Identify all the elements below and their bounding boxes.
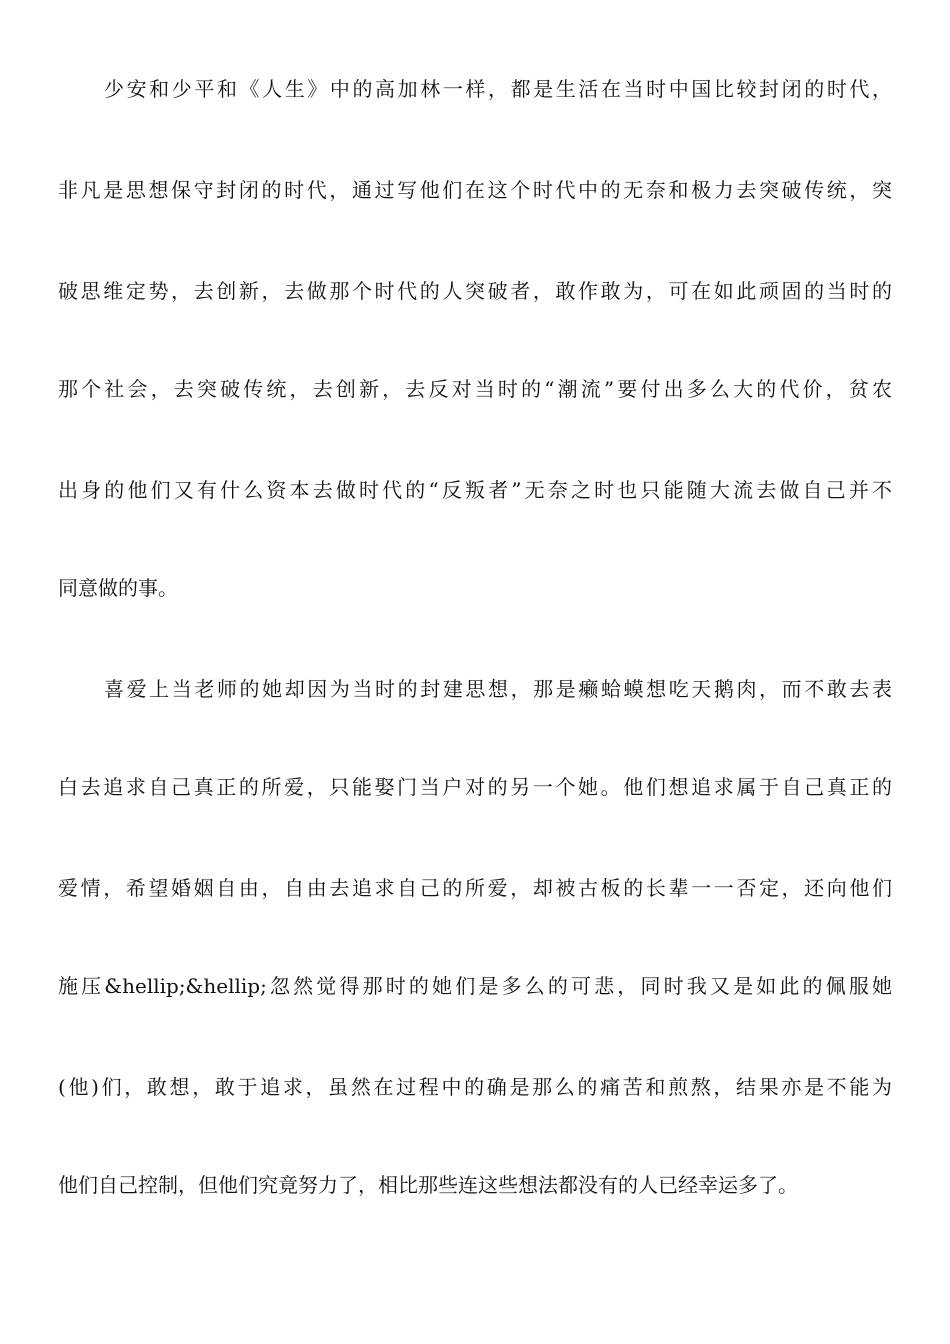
paragraph-1-line-3: 破思维定势，去创新，去做那个时代的人突破者，敢作敢为，可在如此顽固的当时的 xyxy=(58,279,892,303)
paragraph-1-line-6: 同意做的事。 xyxy=(58,576,178,600)
paragraph-1-line-4: 那个社会，去突破传统，去创新，去反对当时的“潮流”要付出多么大的代价，贫农 xyxy=(58,377,892,401)
paragraph-2-line-5: (他)们，敢想，敢于追求，虽然在过程中的确是那么的痛苦和煎熬，结果亦是不能为 xyxy=(58,1075,892,1099)
paragraph-2-line-4: 施压&hellip;&hellip;忽然觉得那时的她们是多么的可悲，同时我又是如此的佩服她 xyxy=(58,974,892,998)
paragraph-1-line-5: 出身的他们又有什么资本去做时代的“反叛者”无奈之时也只能随大流去做自己并不 xyxy=(58,478,892,502)
paragraph-2-line-3: 爱情，希望婚姻自由，自由去追求自己的所爱，却被古板的长辈一一否定，还向他们 xyxy=(58,876,892,900)
paragraph-1-line-2: 非凡是思想保守封闭的时代，通过写他们在这个时代中的无奈和极力去突破传统，突 xyxy=(58,178,892,202)
paragraph-2-line-6: 他们自己控制，但他们究竟努力了，相比那些连这些想法都没有的人已经幸运多了。 xyxy=(58,1173,798,1197)
paragraph-2-line-1: 喜爱上当老师的她却因为当时的封建思想，那是癞蛤蟆想吃天鹅肉，而不敢去表 xyxy=(104,677,892,701)
paragraph-1-line-1: 少安和少平和《人生》中的高加林一样，都是生活在当时中国比较封闭的时代， xyxy=(104,77,892,101)
paragraph-2-line-2: 白去追求自己真正的所爱，只能娶门当户对的另一个她。他们想追求属于自己真正的 xyxy=(58,775,892,799)
